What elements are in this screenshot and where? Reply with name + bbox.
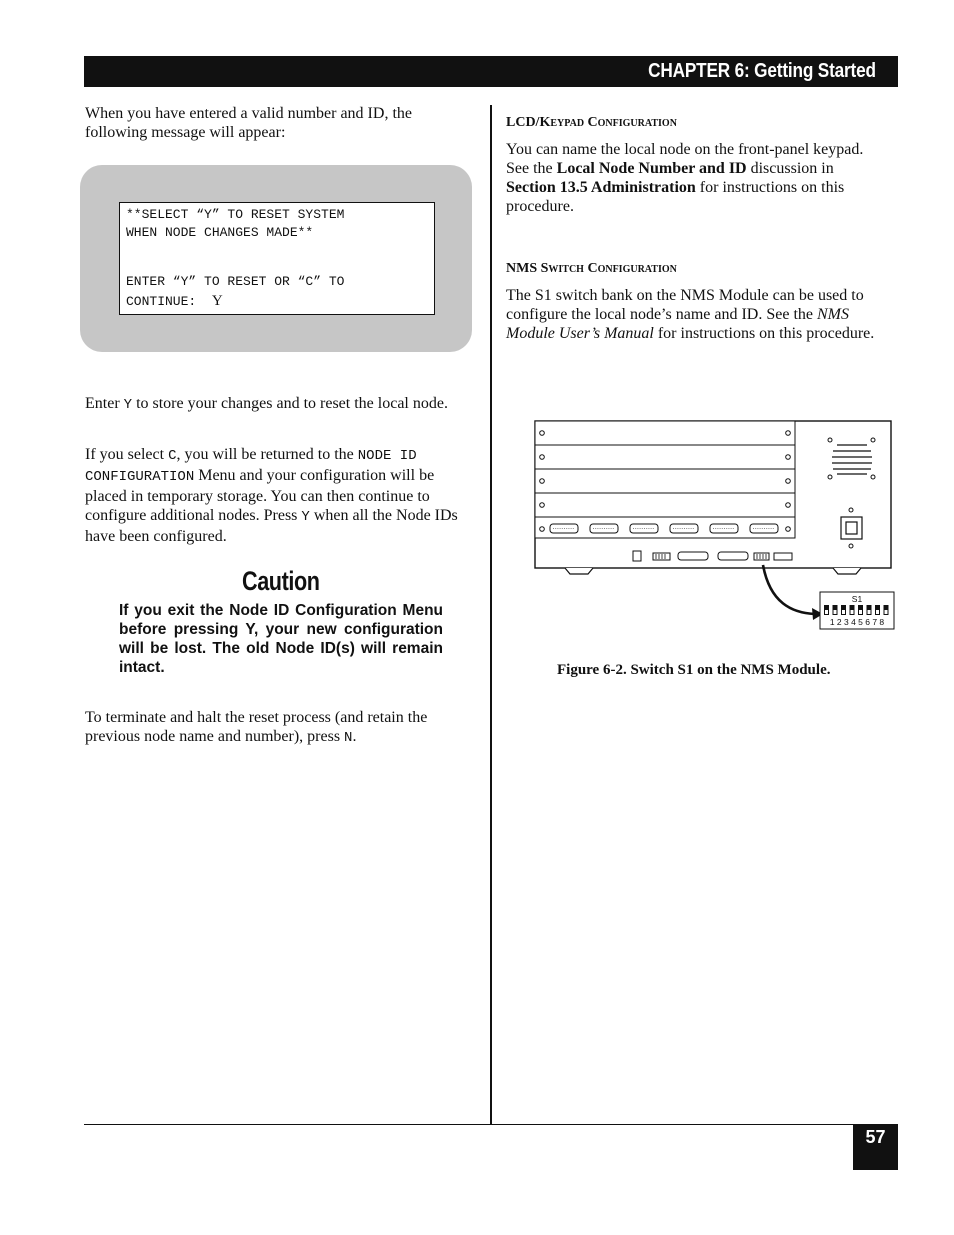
nms-paragraph (506, 286, 884, 343)
text: . (352, 728, 357, 745)
page-number-box (853, 1124, 898, 1170)
terminate-paragraph (85, 708, 475, 748)
text: The S1 switch bank on the NMS Module can be used to configure the local node’s name and ID. See the (506, 287, 864, 323)
caution-title: Caution (242, 566, 320, 596)
nms-module-figure (530, 418, 900, 633)
screen-line-3: ENTER “Y” TO RESET OR “C” TO (126, 274, 345, 289)
bold-ref: Section 13.5 Administration (506, 179, 696, 196)
text: for instructions on this procedure. (657, 325, 875, 342)
code-c: C (168, 448, 177, 464)
text: You can name the local node on the front-panel keypad. See the (506, 141, 864, 177)
code-y: Y (123, 397, 133, 413)
terminal-screen (119, 202, 435, 315)
bold-ref: Local Node Number and ID (556, 160, 747, 177)
footer-rule (84, 1124, 898, 1125)
switch-numbers: 1 2 3 4 5 6 7 8 (829, 617, 885, 627)
text: Enter (85, 395, 120, 412)
chapter-header-bar (84, 56, 898, 87)
text: to store your changes and to reset the local node. (136, 395, 448, 412)
text: Menu and your configuration will be placed in temporary storage. You can then continue to configure additional nodes. Press (85, 467, 435, 524)
page-number: 57 (865, 1127, 886, 1147)
intro-paragraph: When you have entered a valid number and ID, the following message will appear: (85, 105, 412, 141)
manual-title: NMS Module User’s Manual (506, 306, 849, 342)
lcd-paragraph (506, 140, 881, 216)
code-node-id-configuration: NODE ID CONFIGURATION (85, 448, 417, 485)
continue-prompt: CONTINUE: (126, 294, 197, 309)
text: If you select (85, 446, 165, 463)
text: , you will be returned to the (176, 446, 354, 463)
text: when all the Node IDs have been configured. (85, 507, 458, 545)
enter-y-paragraph (85, 394, 475, 415)
column-divider (490, 105, 492, 1125)
chapter-title: CHAPTER 6: Getting Started (648, 60, 876, 82)
figure-caption: Figure 6-2. Switch S1 on the NMS Module. (557, 662, 831, 678)
text: To terminate and halt the reset process (and retain the previous node name and number), press (85, 709, 428, 745)
screen-line-2: WHEN NODE CHANGES MADE** (126, 225, 314, 240)
select-c-paragraph (85, 445, 467, 546)
code-n: N (344, 730, 353, 746)
screen-input-value: Y (211, 293, 223, 309)
code-y: Y (301, 509, 310, 525)
text: for instructions on this procedure. (506, 179, 845, 215)
lcd-keypad-heading: LCD/Keypad Configuration (506, 115, 677, 130)
nms-switch-heading: NMS Switch Configuration (506, 261, 677, 276)
text: discussion in (750, 160, 834, 177)
caution-text: If you exit the Node ID Configuration Menu before pressing Y, your new configuration will be lost. The old Node ID(s) will remain intact. (119, 602, 443, 676)
screen-line-4 (126, 292, 223, 311)
switch-label: S1 (851, 594, 863, 604)
screen-line-1: **SELECT “Y” TO RESET SYSTEM (126, 207, 345, 222)
